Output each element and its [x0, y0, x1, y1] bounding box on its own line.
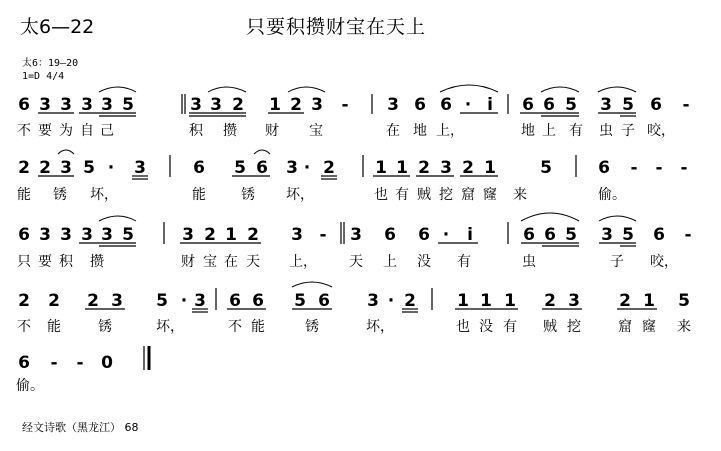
note: ·	[107, 158, 115, 178]
note: 3	[600, 95, 612, 115]
note: 3	[194, 291, 206, 311]
note: 6	[523, 225, 535, 245]
lyric-syllable: 只	[17, 254, 31, 270]
lyric-syllable: 上	[383, 254, 397, 270]
lyric-syllable: 偷。	[598, 187, 626, 203]
lyric-syllable: 在	[224, 254, 238, 270]
lyric-syllable: 要	[38, 254, 52, 270]
note: -	[680, 158, 688, 178]
lyric-syllable: 宝	[203, 254, 217, 270]
slur	[440, 85, 498, 92]
note: -	[682, 95, 690, 115]
lyric-syllable: 窿	[483, 187, 497, 203]
note: 3	[81, 225, 93, 245]
slur	[99, 87, 136, 92]
lyric-syllable: 上，	[289, 254, 317, 270]
note: 2	[39, 158, 51, 178]
lyric-syllable: 子	[621, 123, 635, 139]
note: 3	[601, 225, 613, 245]
slur	[58, 150, 74, 154]
lyric-syllable: 来	[677, 319, 691, 335]
note: 6	[384, 225, 396, 245]
lyric-syllable: 在	[386, 123, 400, 139]
lyric-syllable: 没	[417, 254, 431, 270]
lyric-syllable: 天	[349, 254, 363, 270]
lyric-syllable: 也	[374, 187, 388, 203]
note: -	[76, 353, 84, 373]
key-signature: 1=D 4/4	[22, 71, 65, 82]
lyric-syllable: 地	[521, 123, 535, 139]
note: 3	[568, 291, 580, 311]
note: 5	[122, 225, 134, 245]
note: 1	[375, 158, 387, 178]
lyric-syllable: 上	[542, 123, 556, 139]
lyric-syllable: 积	[59, 254, 73, 270]
note: 5	[122, 95, 134, 115]
note: 1	[396, 158, 408, 178]
lyric-syllable: 锈	[53, 187, 67, 203]
note: 3	[60, 95, 72, 115]
note: ·	[180, 291, 188, 311]
lyric-syllable: 贼	[543, 319, 557, 335]
note: 6	[414, 95, 426, 115]
note: 5	[83, 158, 95, 178]
note: 2	[323, 158, 335, 178]
note: 2	[204, 225, 216, 245]
note: 1	[484, 158, 496, 178]
note: 2	[18, 291, 30, 311]
lyric-syllable: 锈	[305, 319, 319, 335]
slur	[288, 87, 325, 92]
lyric-syllable: 有	[569, 123, 583, 139]
lyric-syllable: 不	[17, 123, 31, 139]
note: -	[630, 158, 638, 178]
note: 2	[404, 291, 416, 311]
note: 1	[225, 225, 237, 245]
note: 5	[540, 158, 552, 178]
note: 1	[457, 291, 469, 311]
note: 3	[60, 158, 72, 178]
slur	[541, 87, 579, 92]
note: 5	[565, 95, 577, 115]
note: 5	[565, 225, 577, 245]
note: 6	[544, 225, 556, 245]
note: 6	[193, 158, 205, 178]
lyric-syllable: 没	[479, 319, 493, 335]
lyric-syllable: 上，	[436, 123, 464, 139]
note: 3	[39, 225, 51, 245]
note: 5	[622, 95, 634, 115]
note: 6	[18, 225, 30, 245]
note: i	[467, 225, 473, 245]
slur	[598, 87, 636, 92]
note: 6	[256, 158, 268, 178]
lyric-syllable: 有	[503, 319, 517, 335]
note: -	[319, 225, 327, 245]
note: 3	[367, 291, 379, 311]
note: 0	[101, 353, 113, 373]
lyric-syllable: 攒	[223, 123, 237, 139]
note: ·	[387, 291, 395, 311]
note: 1	[269, 95, 281, 115]
note: 5	[234, 158, 246, 178]
note: 6	[522, 95, 534, 115]
note: 2	[87, 291, 99, 311]
slur	[254, 150, 270, 154]
lyric-syllable: 贼	[417, 187, 431, 203]
lyric-syllable: 要	[38, 123, 52, 139]
lyric-syllable: 咬，	[650, 254, 678, 270]
lyric-syllable: 坏，	[90, 187, 118, 203]
notes-layer	[18, 95, 691, 373]
lyric-syllable: 也	[456, 319, 470, 335]
lyric-syllable: 坏，	[366, 319, 394, 335]
note: 2	[247, 225, 259, 245]
note: 3	[440, 158, 452, 178]
lyric-syllable: 地	[413, 123, 427, 139]
lyric-syllable: 自	[80, 123, 94, 139]
note: ·	[303, 158, 311, 178]
note: 3	[39, 95, 51, 115]
note: 3	[350, 225, 362, 245]
note: -	[655, 158, 663, 178]
lyric-syllable: 有	[457, 254, 471, 270]
note: 6	[653, 225, 665, 245]
note: 6	[440, 95, 452, 115]
note: 5	[156, 291, 168, 311]
lyric-syllable: 坏，	[156, 319, 184, 335]
note: 2	[544, 291, 556, 311]
lyric-syllable: 子	[610, 254, 624, 270]
lyric-syllable: 窿	[642, 319, 656, 335]
lyric-syllable: 不	[17, 319, 31, 335]
source-footer: 经文诗歌（黑龙江） 68	[22, 421, 139, 434]
note: 1	[643, 291, 655, 311]
slur	[208, 87, 246, 92]
note: 3	[101, 95, 113, 115]
lyric-syllable: 能	[192, 187, 206, 203]
lyric-syllable: 宝	[309, 123, 323, 139]
note: 3	[182, 225, 194, 245]
slur	[99, 216, 136, 221]
lyric-syllable: 锈	[98, 319, 112, 335]
lyric-syllable: 为	[59, 123, 73, 139]
lyric-syllable: 攒	[90, 254, 104, 270]
note: 6	[252, 291, 264, 311]
slur	[521, 213, 579, 221]
note: 6	[650, 95, 662, 115]
note: 5	[678, 291, 690, 311]
note: -	[684, 225, 692, 245]
note: 6	[418, 225, 430, 245]
note: 2	[48, 291, 60, 311]
lyric-syllable: 坏，	[286, 187, 314, 203]
hymn-code: 太6—22	[20, 16, 95, 38]
note: 5	[294, 291, 306, 311]
note: 6	[229, 291, 241, 311]
note: 3	[101, 225, 113, 245]
note: i	[487, 95, 493, 115]
lyric-syllable: 天	[246, 254, 260, 270]
note: 2	[462, 158, 474, 178]
note: 3	[286, 158, 298, 178]
lyric-syllable: 能	[47, 319, 61, 335]
lyric-syllable: 窟	[461, 187, 475, 203]
note: -	[341, 95, 349, 115]
note: 3	[291, 225, 303, 245]
note: -	[50, 353, 58, 373]
note: 1	[504, 291, 516, 311]
lyric-syllable: 挖	[567, 319, 581, 335]
note: 3	[111, 291, 123, 311]
lyric-syllable: 咬，	[647, 123, 675, 139]
note: 2	[18, 158, 30, 178]
note: 1	[480, 291, 492, 311]
note: 3	[190, 95, 202, 115]
lyric-syllable: 不	[228, 319, 242, 335]
lyric-syllable: 锈	[241, 187, 255, 203]
note: 6	[598, 158, 610, 178]
lyric-syllable: 财	[265, 123, 279, 139]
lyric-syllable: 虫	[599, 123, 613, 139]
note: 2	[619, 291, 631, 311]
lyric-syllable: 窟	[618, 319, 632, 335]
note: 3	[134, 158, 146, 178]
note: 6	[318, 291, 330, 311]
lyrics-layer	[16, 122, 691, 394]
scripture-reference: 太6：19—20	[22, 58, 79, 69]
lyric-syllable: 有	[395, 187, 409, 203]
note: 3	[81, 95, 93, 115]
lyric-syllable: 虫	[522, 254, 536, 270]
note: 3	[60, 225, 72, 245]
note: 3	[311, 95, 323, 115]
slur	[599, 216, 636, 221]
slur	[292, 282, 332, 287]
note: ·	[442, 225, 450, 245]
note: 3	[210, 95, 222, 115]
lyric-syllable: 来	[513, 187, 527, 203]
note: 6	[18, 95, 30, 115]
lyric-syllable: 己	[100, 123, 114, 139]
lyric-syllable: 积	[189, 123, 203, 139]
lyric-syllable: 偷。	[16, 378, 44, 394]
note: ·	[464, 95, 472, 115]
note: 2	[232, 95, 244, 115]
note: 2	[290, 95, 302, 115]
note: 2	[418, 158, 430, 178]
lyric-syllable: 挖	[439, 187, 453, 203]
note: 6	[543, 95, 555, 115]
lyric-syllable: 能	[251, 319, 265, 335]
note: 6	[18, 353, 30, 373]
lyric-syllable: 财	[181, 254, 195, 270]
hymn-title: 只要积攒财宝在天上	[246, 16, 427, 38]
note: 5	[622, 225, 634, 245]
note: 3	[387, 95, 399, 115]
lyric-syllable: 能	[17, 187, 31, 203]
